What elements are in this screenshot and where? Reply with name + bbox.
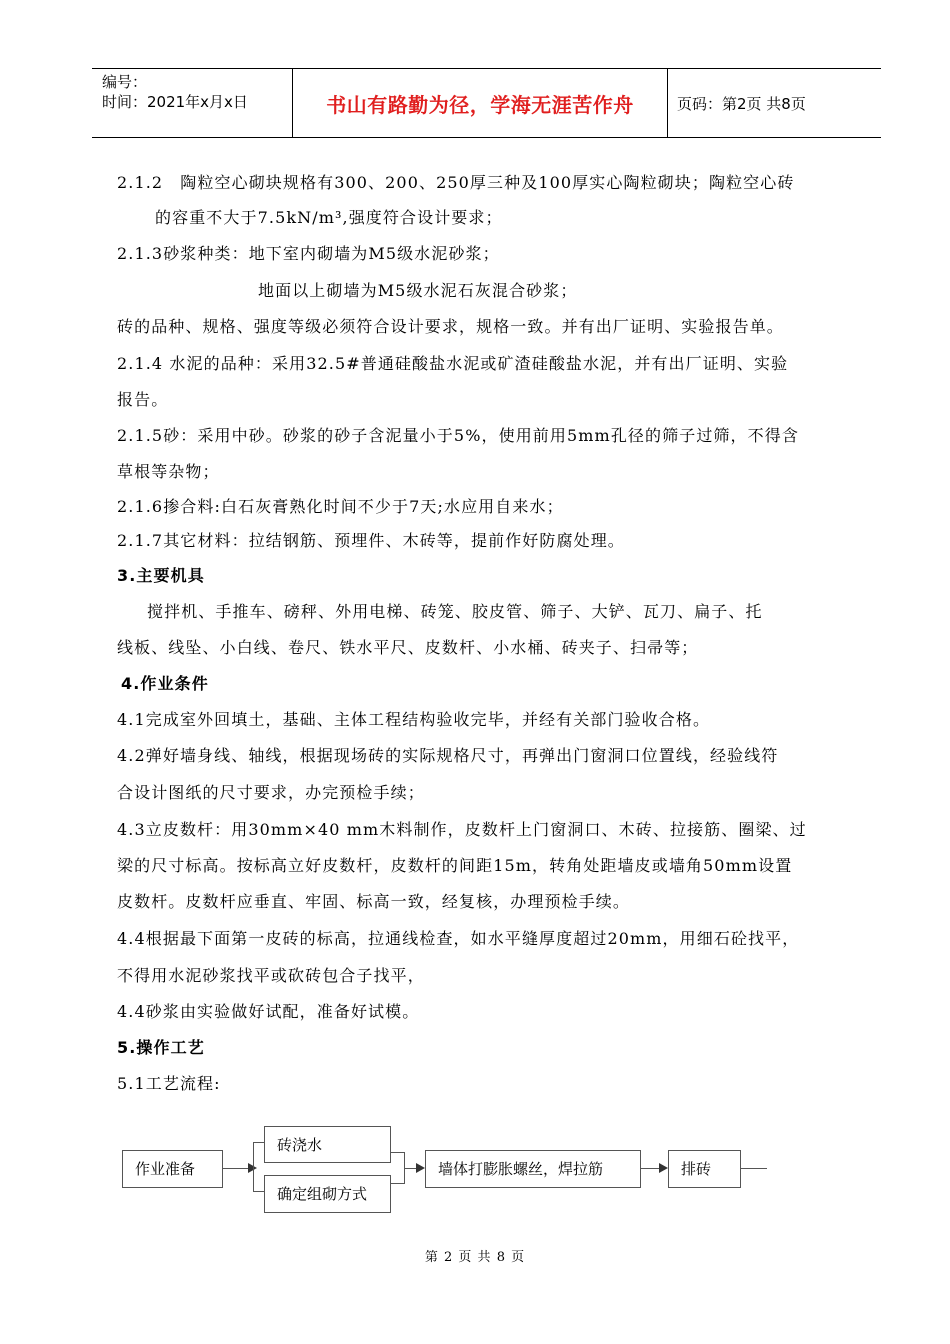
text-line: 报告。 xyxy=(117,390,169,409)
text-line: 2.1.2 陶粒空心砌块规格有300、200、250厚三种及100厚实心陶粒砌块；陶粒空心砖 xyxy=(117,173,795,192)
text-line: 合设计图纸的尺寸要求，办完预检手续； xyxy=(117,783,425,802)
page-footer: 第 2 页 共 8 页 xyxy=(424,1250,526,1265)
arrow-right-icon xyxy=(659,1163,668,1173)
section-heading: 3.主要机具 xyxy=(117,566,205,585)
header-right-cell xyxy=(667,69,881,137)
header-center-cell xyxy=(292,69,668,137)
text-line: 地面以上砌墙为M5级水泥石灰混合砂浆； xyxy=(258,281,578,300)
flow-connector xyxy=(391,1152,404,1153)
text-line: 2.1.4 水泥的品种：采用32.5#普通硅酸盐水泥或矿渣硅酸盐水泥，并有出厂证明、实验 xyxy=(117,354,789,373)
text-line: 不得用水泥砂浆找平或砍砖包合子找平， xyxy=(117,966,425,985)
flow-box-bond-pattern: 确定组砌方式 xyxy=(264,1175,391,1213)
text-line: 5.1工艺流程: xyxy=(117,1074,221,1093)
section-heading: 5.操作工艺 xyxy=(117,1038,205,1057)
text-line: 4.1完成室外回填土，基础、主体工程结构验收完毕，并经有关部门验收合格。 xyxy=(117,710,711,729)
text-line: 4.4砂浆由实验做好试配，准备好试模。 xyxy=(117,1002,420,1021)
flow-box-expansion-bolts: 墙体打膨胀螺丝，焊拉筋 xyxy=(425,1150,641,1188)
flow-box-wet-bricks: 砖浇水 xyxy=(264,1126,391,1163)
text-line: 2.1.7其它材料：拉结钢筋、预埋件、木砖等，提前作好防腐处理。 xyxy=(117,531,625,550)
text-line: 2.1.3砂浆种类：地下室内砌墙为M5级水泥砂浆； xyxy=(117,244,500,263)
flow-connector xyxy=(741,1168,767,1169)
header-left-cell xyxy=(92,69,292,137)
flow-connector xyxy=(253,1142,254,1192)
text-line: 梁的尺寸标高。按标高立好皮数杆，皮数杆的间距15m，转角处距墙皮或墙角50mm设置 xyxy=(117,856,793,875)
flow-box-preparation: 作业准备 xyxy=(122,1150,223,1188)
flow-connector xyxy=(253,1191,264,1192)
flow-connector xyxy=(253,1142,264,1143)
text-line: 线板、线坠、小白线、卷尺、铁水平尺、皮数杆、小水桶、砖夹子、扫帚等； xyxy=(117,638,699,657)
page-header xyxy=(92,68,881,138)
header-motto: 书山有路勤为径，学海无涯苦作舟 xyxy=(326,93,634,117)
document-date: 时间：2021年x月x日 xyxy=(102,93,248,111)
text-line: 皮数杆。皮数杆应垂直、牢固、标高一致，经复核，办理预检手续。 xyxy=(117,892,631,911)
document-number: 编号： xyxy=(102,73,148,91)
text-line: 2.1.6掺合料:白石灰膏熟化时间不少于7天;水应用自来水； xyxy=(117,497,564,516)
section-heading: 4.作业条件 xyxy=(121,674,209,693)
text-line: 2.1.5砂：采用中砂。砂浆的砂子含泥量小于5%，使用前用5mm孔径的筛子过筛，不得含 xyxy=(117,426,799,445)
header-page-code: 页码：第2页 共8页 xyxy=(677,95,806,113)
flow-connector xyxy=(391,1183,404,1184)
flow-box-arrange-bricks: 排砖 xyxy=(668,1150,741,1188)
arrow-right-icon xyxy=(416,1163,425,1173)
text-line: 草根等杂物； xyxy=(117,462,220,481)
text-line: 的容重不大于7.5kN/m³,强度符合设计要求； xyxy=(155,208,503,227)
text-line: 4.2弹好墙身线、轴线，根据现场砖的实际规格尺寸，再弹出门窗洞口位置线，经验线符 xyxy=(117,746,779,765)
text-line: 搅拌机、手推车、磅秤、外用电梯、砖笼、胶皮管、筛子、大铲、瓦刀、扁子、托 xyxy=(147,602,763,621)
text-line: 砖的品种、规格、强度等级必须符合设计要求，规格一致。并有出厂证明、实验报告单。 xyxy=(117,317,784,336)
text-line: 4.3立皮数杆：用30mm×40 mm木料制作，皮数杆上门窗洞口、木砖、拉接筋、圈梁、过 xyxy=(117,820,807,839)
text-line: 4.4根据最下面第一皮砖的标高，拉通线检查，如水平缝厚度超过20mm，用细石砼找平， xyxy=(117,929,800,948)
